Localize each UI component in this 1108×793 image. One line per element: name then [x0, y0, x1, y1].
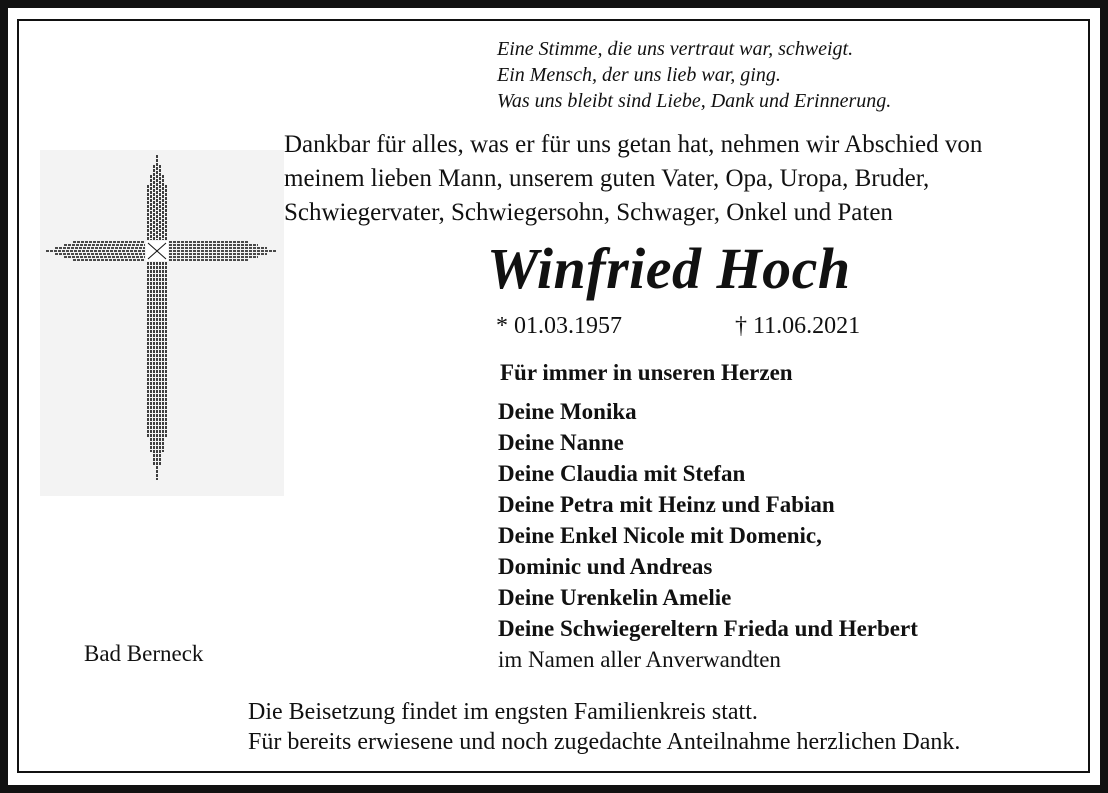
farewell-text: [284, 128, 982, 230]
notice-line: Die Beisetzung findet im engsten Familienkreis statt.: [248, 699, 758, 725]
cross-panel: [40, 150, 284, 496]
memorial-poem: [497, 36, 891, 114]
mourner-name: Deine Nanne: [498, 430, 624, 455]
mourner-name: Dominic und Andreas: [498, 554, 713, 579]
mourners-list: [498, 396, 918, 644]
poem-line: Was uns bleibt sind Liebe, Dank und Erinnerung.: [497, 90, 892, 112]
death-date: † 11.06.2021: [735, 313, 861, 339]
relatives-line: im Namen aller Anverwandten: [498, 647, 781, 672]
mourner-name: Deine Claudia mit Stefan: [498, 461, 746, 486]
farewell-line: Dankbar für alles, was er für uns getan hat, nehmen wir Abschied von: [284, 131, 983, 158]
deceased-name: Winfried Hoch: [487, 236, 851, 301]
farewell-line: Schwiegervater, Schwiegersohn, Schwager, Onkel und Paten: [284, 199, 893, 226]
mourner-name: Deine Petra mit Heinz und Fabian: [498, 492, 835, 517]
mourner-name: Deine Urenkelin Amelie: [498, 585, 732, 610]
notice-line: Für bereits erwiesene und noch zugedachte Anteilnahme herzlichen Dank.: [248, 729, 961, 755]
birth-date: * 01.03.1957: [496, 313, 622, 339]
funeral-notice: [248, 697, 960, 757]
poem-line: Ein Mensch, der uns lieb war, ging.: [497, 64, 781, 86]
mourner-name: Deine Monika: [498, 399, 637, 424]
mourner-name: Deine Schwiegereltern Frieda und Herbert: [498, 616, 918, 641]
hatched-cross-icon: [40, 150, 284, 496]
farewell-line: meinem lieben Mann, unserem guten Vater, Opa, Uropa, Bruder,: [284, 165, 930, 192]
poem-line: Eine Stimme, die uns vertraut war, schweigt.: [497, 38, 854, 60]
place-name: Bad Berneck: [84, 641, 204, 666]
mourners-heading: Für immer in unseren Herzen: [500, 360, 793, 385]
mourner-name: Deine Enkel Nicole mit Domenic,: [498, 523, 822, 548]
